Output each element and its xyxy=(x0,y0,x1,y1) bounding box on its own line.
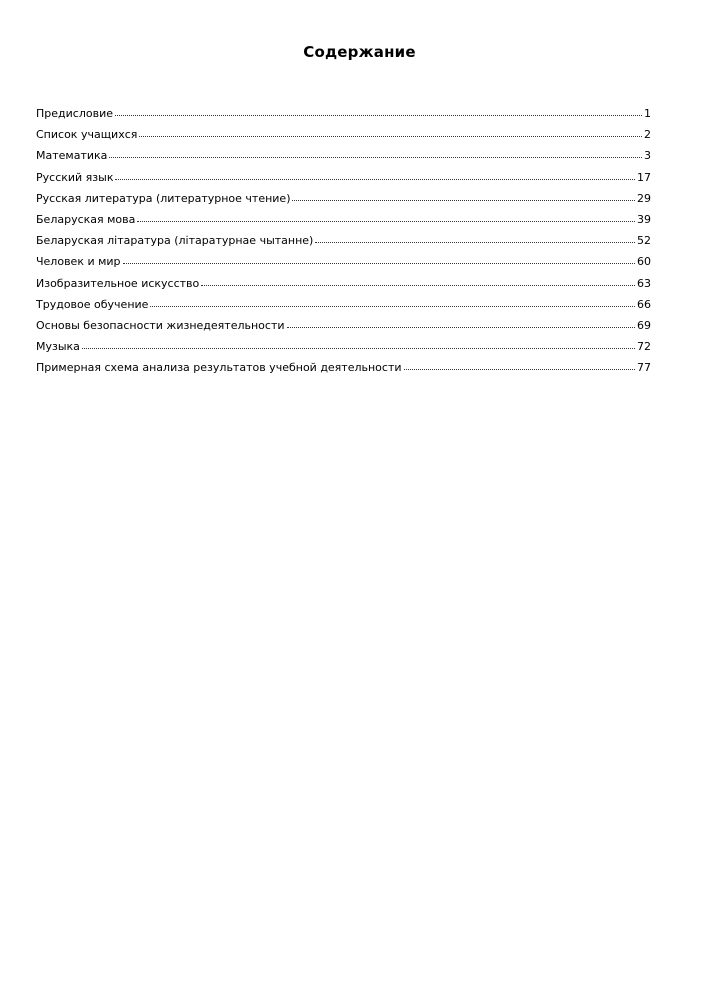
toc-entry-label: Русский язык xyxy=(36,170,114,184)
toc-entry[interactable] xyxy=(36,213,651,234)
page-title: Содержание xyxy=(303,43,416,61)
toc-dot-leader xyxy=(404,367,635,370)
toc-entry-page: 69 xyxy=(637,318,651,332)
toc-entry-label: Музыка xyxy=(36,340,80,354)
toc-dot-leader xyxy=(150,304,635,307)
toc-dot-leader xyxy=(109,155,642,158)
toc-entry[interactable] xyxy=(36,255,651,276)
toc-entry-label: Примерная схема анализа результатов учебной деятельности xyxy=(36,361,402,375)
toc-entry-page: 72 xyxy=(637,340,651,354)
toc-entry-page: 52 xyxy=(637,234,651,248)
toc-entry-label: Человек и мир xyxy=(36,255,121,269)
table-of-contents xyxy=(36,107,651,382)
toc-entry-label: Список учащихся xyxy=(36,128,138,142)
toc-entry-page: 2 xyxy=(644,128,651,142)
toc-entry[interactable] xyxy=(36,319,651,340)
toc-entry[interactable] xyxy=(36,128,651,149)
toc-entry[interactable] xyxy=(36,361,651,382)
toc-entry[interactable] xyxy=(36,298,651,319)
toc-dot-leader xyxy=(123,261,635,264)
toc-entry-page: 63 xyxy=(637,276,651,290)
toc-entry[interactable] xyxy=(36,234,651,255)
toc-dot-leader xyxy=(292,198,635,201)
toc-entry-label: Беларуская літаратура (літаратурнае чытанне) xyxy=(36,234,314,248)
toc-entry[interactable] xyxy=(36,340,651,361)
toc-entry[interactable] xyxy=(36,277,651,298)
toc-entry[interactable] xyxy=(36,192,651,213)
toc-dot-leader xyxy=(139,134,642,137)
toc-dot-leader xyxy=(115,177,635,180)
toc-dot-leader xyxy=(287,325,636,328)
toc-entry-page: 66 xyxy=(637,297,651,311)
toc-entry-page: 77 xyxy=(637,361,651,375)
toc-entry-page: 1 xyxy=(644,107,651,120)
toc-entry-label: Изобразительное искусство xyxy=(36,276,200,290)
toc-entry-label: Беларуская мова xyxy=(36,212,136,226)
toc-dot-leader xyxy=(82,346,635,349)
toc-entry-label: Предисловие xyxy=(36,107,113,120)
toc-entry-page: 60 xyxy=(637,255,651,269)
toc-entry-page: 29 xyxy=(637,191,651,205)
toc-entry-page: 39 xyxy=(637,212,651,226)
toc-entry[interactable] xyxy=(36,107,651,128)
toc-entry[interactable] xyxy=(36,171,651,192)
toc-entry-page: 17 xyxy=(637,170,651,184)
toc-entry-label: Математика xyxy=(36,149,108,163)
toc-entry-page: 3 xyxy=(644,149,651,163)
toc-dot-leader xyxy=(137,219,635,222)
toc-dot-leader xyxy=(201,283,635,286)
toc-entry-label: Трудовое обучение xyxy=(36,297,149,311)
toc-entry[interactable] xyxy=(36,149,651,170)
toc-dot-leader xyxy=(315,240,635,243)
toc-entry-label: Основы безопасности жизнедеятельности xyxy=(36,318,285,332)
toc-dot-leader xyxy=(115,113,642,116)
toc-entry-label: Русская литература (литературное чтение) xyxy=(36,191,291,205)
